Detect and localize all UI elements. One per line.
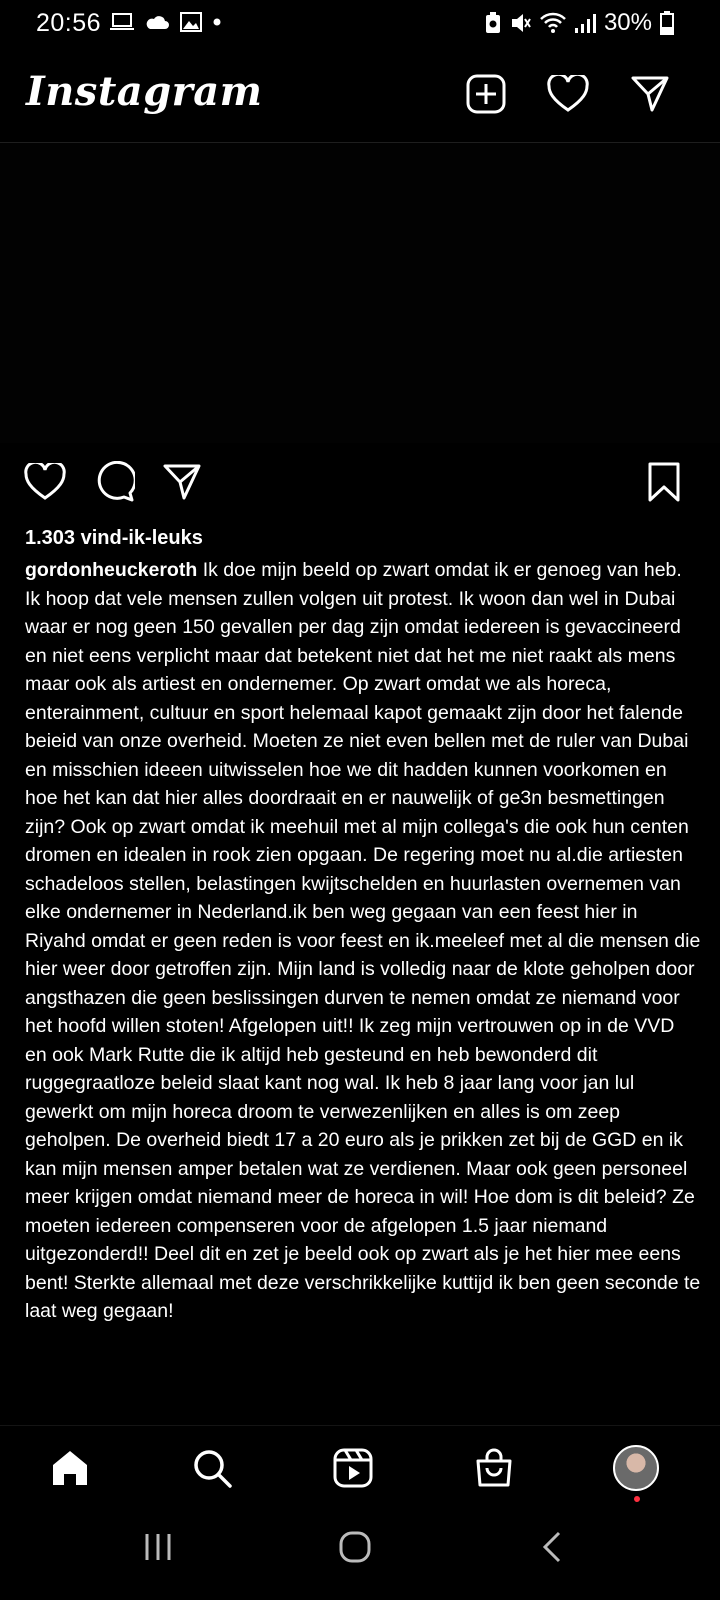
battery-saver-icon xyxy=(484,11,502,35)
notification-dot xyxy=(634,1496,640,1502)
heart-icon xyxy=(547,75,589,113)
cloud-icon xyxy=(144,12,170,32)
comment-button[interactable] xyxy=(90,458,138,506)
share-icon xyxy=(162,462,202,502)
dot-icon xyxy=(212,17,222,27)
profile-avatar xyxy=(613,1445,659,1491)
nav-home[interactable] xyxy=(44,1442,96,1494)
shop-icon xyxy=(473,1447,515,1489)
system-home-button[interactable] xyxy=(325,1523,385,1571)
send-icon xyxy=(630,74,670,114)
nav-search[interactable] xyxy=(186,1442,238,1494)
add-post-button[interactable] xyxy=(464,72,508,116)
recents-button[interactable] xyxy=(128,1523,188,1571)
caption-username[interactable]: gordonheuckeroth xyxy=(25,559,198,581)
signal-icon xyxy=(574,12,596,34)
status-time: 20:56 xyxy=(36,9,102,37)
battery-icon xyxy=(660,11,674,35)
app-header xyxy=(0,60,720,140)
activity-button[interactable] xyxy=(546,72,590,116)
status-bar xyxy=(0,0,720,46)
back-icon xyxy=(540,1530,564,1564)
comment-icon xyxy=(93,461,135,503)
recents-icon xyxy=(143,1532,173,1562)
share-button[interactable] xyxy=(158,458,206,506)
search-icon xyxy=(191,1447,233,1489)
home-button-icon xyxy=(338,1530,372,1564)
status-right-icons xyxy=(484,9,674,37)
image-icon xyxy=(180,12,202,32)
add-post-icon xyxy=(466,74,506,114)
wifi-icon xyxy=(540,12,566,34)
post-actions xyxy=(0,458,720,514)
save-icon xyxy=(647,462,681,502)
bottom-navigation xyxy=(0,1425,720,1502)
back-button[interactable] xyxy=(522,1523,582,1571)
status-left-icons xyxy=(110,12,222,32)
post-image[interactable] xyxy=(0,143,720,443)
caption-text: Ik doe mijn beeld op zwart omdat ik er genoeg van heb. Ik hoop dat vele mensen zullen volgen uit protest. Ik woon dan wel in Dubai waar er nog geen 150 gevallen per dag zijn omdat iedereen is gevaccineerd en niet eens verplicht maar dat betekent niet dat het me niet raakt als mens maar ook als artiest en ondernemer. Op zwart omdat we als horeca, enterainment, cultuur en sport helemaal kapot gemaakt zijn door het falende beieid van onze overheid. Moeten ze niet even bellen met de ruler van Dubai en misschien ideeen uitwisselen hoe we dit hadden kunnen voorkomen en hoe het kan dat hier alles doordraait en er nauwelijk of ge3n besmettingen zijn? Ook op zwart omdat ik meehuil met al mijn collega's die ook hun centen dromen en idealen in rook zien opgaan. De regering moet nu al.die artiesten schadeloos stellen, belastingen kwijtschelden en huurlasten overnemen van elke ondernemer in Nederland.ik ben weg gegaan van een feest hier in Riyahd omdat er geen reden is voor feest en ik.meeleef met al die mensen die hier weer door getroffen zijn. Mijn land is volledig naar de klote geholpen door angsthazen die geen beslissingen durven te nemen omdat ze niemand voor het hoofd willen stoten! Afgelopen uit!! Ik zeg mijn vertrouwen op in de VVD en ook Mark Rutte die ik altijd heb gesteund en heb bewonderd dit ruggegraatloze beleid slaat kant nog wal. Ik heb 8 jaar lang voor jan lul gewerkt om mijn horeca droom te verwezenlijken en alles is om zeep geholpen. De overheid biedt 17 a 20 euro als je prikken zet bij de GGD en ik kan mijn mensen amper betalen wat ze verdienen. Maar ook geen personeel meer krijgen omdat niemand meer de horeca in wil! Hoe dom is dit beleid? Ze moeten iedereen compenseren voor de afgelopen 1.5 jaar niemand uitgezonderd!! Deel dit en zet je beeld ook op zwart als je het hier mee eens bent! Sterkte allemaal met deze verschrikkelijke kuttijd ik ben geen seconde te laat weg gegaan! xyxy=(25,559,701,1322)
post-caption xyxy=(25,556,701,1326)
reels-icon xyxy=(332,1447,374,1489)
nav-shop[interactable] xyxy=(468,1442,520,1494)
system-navigation xyxy=(0,1505,720,1600)
nav-reels[interactable] xyxy=(327,1442,379,1494)
like-icon xyxy=(24,463,66,501)
laptop-icon xyxy=(110,12,134,32)
instagram-logo[interactable]: Instagram xyxy=(26,68,263,115)
like-button[interactable] xyxy=(21,458,69,506)
home-icon xyxy=(49,1447,91,1489)
battery-percentage: 30% xyxy=(603,9,652,36)
nav-profile[interactable] xyxy=(610,1442,662,1494)
messages-button[interactable] xyxy=(628,72,672,116)
like-count[interactable]: 1.303 vind-ik-leuks xyxy=(25,527,203,549)
mute-icon xyxy=(510,12,532,34)
save-button[interactable] xyxy=(640,458,688,506)
